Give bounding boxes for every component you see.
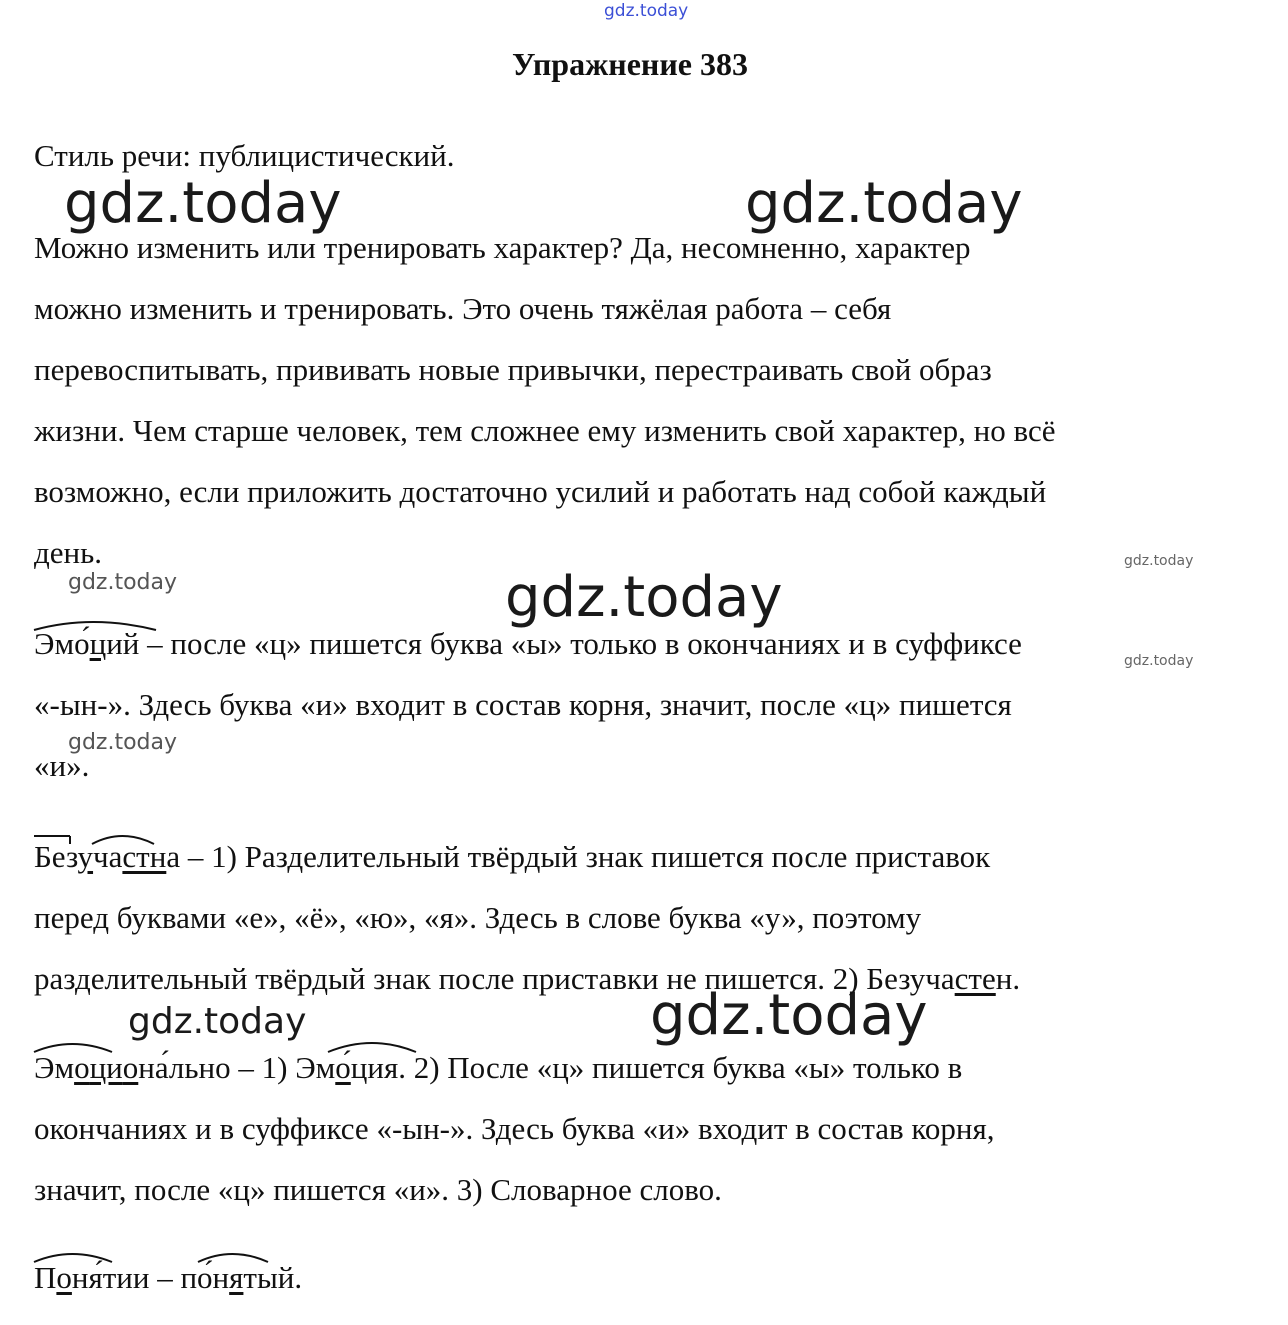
- paragraph-line: можно изменить и тренировать. Это очень тяжёлая работа – себя: [34, 291, 892, 326]
- note-text: – после «ц» пишется буква «ы» только в окончаниях и в суффиксе: [147, 626, 1022, 661]
- note-bezuchastna-line1: [34, 841, 990, 872]
- watermark-big: gdz.today: [650, 983, 928, 1048]
- watermark-top: gdz.today: [604, 1, 689, 21]
- word-bezuchastna: Безучастна: [34, 839, 181, 874]
- watermark-big: gdz.today: [505, 565, 783, 630]
- watermark-big: gdz.today: [64, 171, 342, 236]
- word-ponyatyy: по́нятый: [180, 1260, 295, 1295]
- note-emociy-line3: «и».: [34, 748, 90, 783]
- style-line: Стиль речи: публицистический.: [34, 138, 455, 173]
- watermark-medium: gdz.today: [128, 1001, 307, 1042]
- note-bezuchastna-line3: разделительный твёрдый знак после приставки не пишется. 2) Безучастен.: [34, 961, 1021, 996]
- note-emociy-line1: [34, 628, 1022, 659]
- word-emociy: Эмо́ций: [34, 626, 140, 661]
- watermark-tiny: gdz.today: [1124, 553, 1194, 569]
- note-text: – 1) Разделительный твёрдый знак пишется после приставок: [187, 839, 991, 874]
- note-ponyatii-line1: Поня́тии – по́нятый.: [34, 1260, 303, 1295]
- note-bezuchastna-line2: перед буквами «е», «ё», «ю», «я». Здесь в слове буква «у», поэтому: [34, 900, 922, 935]
- paragraph-line: Можно изменить или тренировать характер? Да, несомненно, характер: [34, 230, 971, 265]
- paragraph-line: жизни. Чем старше человек, тем сложнее ему изменить свой характер, но всё: [34, 413, 1056, 448]
- word-ponyatii: Поня́тии: [34, 1260, 150, 1295]
- note-emocionalno-line1: Эмоциона́льно – 1) Эмо́ция. 2) После «ц» пишется буква «ы» только в: [34, 1050, 963, 1085]
- note-emocionalno-line2: окончаниях и в суффиксе «-ын-». Здесь буква «и» входит в состав корня,: [34, 1111, 995, 1146]
- note-emocionalno-line3: значит, после «ц» пишется «и». 3) Словарное слово.: [34, 1172, 722, 1207]
- watermark-big: gdz.today: [745, 171, 1023, 236]
- watermark-small: gdz.today: [68, 730, 178, 755]
- note-emociy-line2: «-ын-». Здесь буква «и» входит в состав корня, значит, после «ц» пишется: [34, 687, 1012, 722]
- paragraph-line: возможно, если приложить достаточно усилий и работать над собой каждый: [34, 474, 1047, 509]
- watermark-small: gdz.today: [68, 570, 178, 595]
- page-title: Упражнение 383: [511, 46, 748, 82]
- word-emocionalno: Эмоциона́льно: [34, 1050, 231, 1085]
- word-emociya: Эмо́ц: [295, 1050, 368, 1085]
- watermark-tiny: gdz.today: [1124, 653, 1194, 669]
- paragraph-line: перевоспитывать, прививать новые привычки, перестраивать свой образ: [34, 352, 992, 387]
- paragraph-line: день.: [34, 535, 103, 570]
